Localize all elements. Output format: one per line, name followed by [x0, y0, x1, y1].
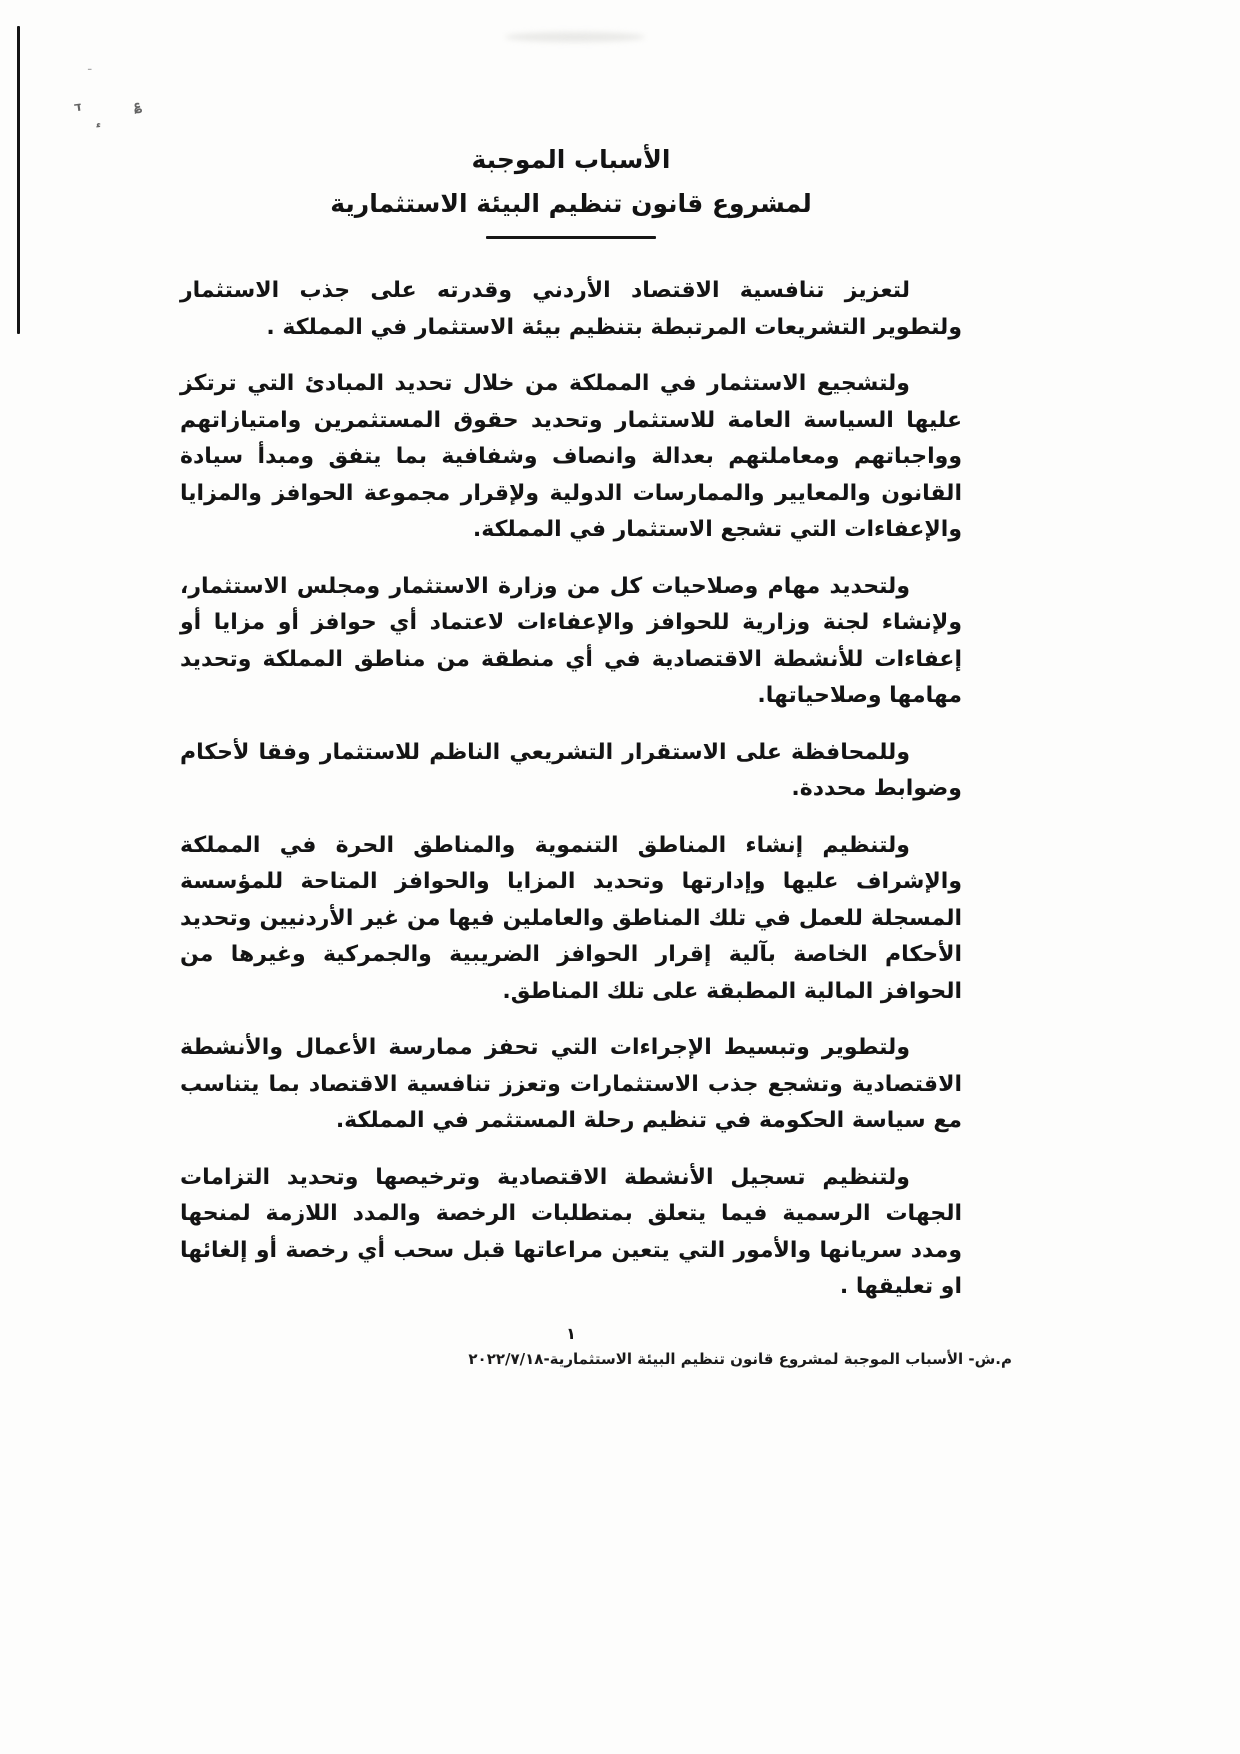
paragraph-6: ولتطوير وتبسيط الإجراءات التي تحفز ممارسة الأعمال والأنشطة الاقتصادية وتشجع جذب الاستثمارات وتعزز تنافسية الاقتصاد بما يتناسب مع سياسة الحكومة في تنظيم رحلة المستثمر في المملكة.: [180, 1035, 962, 1133]
scan-mark: ؏: [133, 97, 143, 114]
scan-mark: ـ: [88, 62, 92, 73]
paragraph-3: ولتحديد مهام وصلاحيات كل من وزارة الاستثمار ومجلس الاستثمار، ولإنشاء لجنة وزارية للحوافز والإعفاءات لاعتماد أي حوافز أو مزايا أو إعفاءات للأنشطة الاقتصادية في أي منطقة من مناطق المملكة وتحديد مهامها وصلاحياتها.: [180, 573, 962, 708]
paragraph-2: ولتشجيع الاستثمار في المملكة من خلال تحديد المبادئ التي ترتكز عليها السياسة العامة للاستثمار وتحديد حقوق المستثمرين وامتيازاتهم وواجباتهم ومعاملتهم بعدالة وانصاف وشفافية بما يتفق ومبدأ سيادة القانون والمعايير والممارسات الدولية ولإقرار مجموعة الحوافز والمزايا والإعفاءات التي تشجع الاستثمار في المملكة.: [180, 371, 962, 542]
document-title: [180, 138, 962, 239]
document-body: [180, 273, 962, 1306]
document-content: [180, 138, 962, 1326]
page-number: ١: [566, 1324, 576, 1343]
paragraph-7: ولتنظيم تسجيل الأنشطة الاقتصادية وترخيصها وتحديد التزامات الجهات الرسمية فيما يتعلق بمتطلبات الرخصة والمدد اللازمة لمنحها ومدد سريانها والأمور التي يتعين مراعاتها قبل سحب أي رخصة أو إلغائها او تعليقها .: [180, 1164, 962, 1299]
paragraph-1: لتعزيز تنافسية الاقتصاد الأردني وقدرته على جذب الاستثمار ولتطوير التشريعات المرتبطة بتنظيم بيئة الاستثمار في المملكة .: [180, 278, 962, 340]
title-line-2: لمشروع قانون تنظيم البيئة الاستثمارية: [330, 189, 812, 218]
scan-mark: ד: [72, 99, 83, 116]
title-line-1: الأسباب الموجبة: [471, 145, 671, 174]
title-underline: [486, 236, 656, 239]
paragraph-5: ولتنظيم إنشاء المناطق التنموية والمناطق الحرة في المملكة والإشراف عليها وإدارتها وتحديد المزايا والحوافز المتاحة للمؤسسة المسجلة للعمل في تلك المناطق والعاملين فيها من غير الأردنيين وتحديد الأحكام الخاصة بآلية إقرار الحوافز الضريبية والجمركية وغيرها من الحوافز المالية المطبقة على تلك المناطق.: [180, 832, 962, 1004]
scan-mark: ء: [94, 119, 103, 132]
scan-edge-line: [17, 26, 20, 334]
footer-reference: م.ش- الأسباب الموجبة لمشروع قانون تنظيم البيئة الاستثمارية-٢٠٢٢/٧/١٨: [468, 1350, 1012, 1368]
paragraph-4: وللمحافظة على الاستقرار التشريعي الناظم للاستثمار وفقا لأحكام وضوابط محددة.: [180, 739, 962, 801]
scan-smudge: [505, 32, 645, 42]
